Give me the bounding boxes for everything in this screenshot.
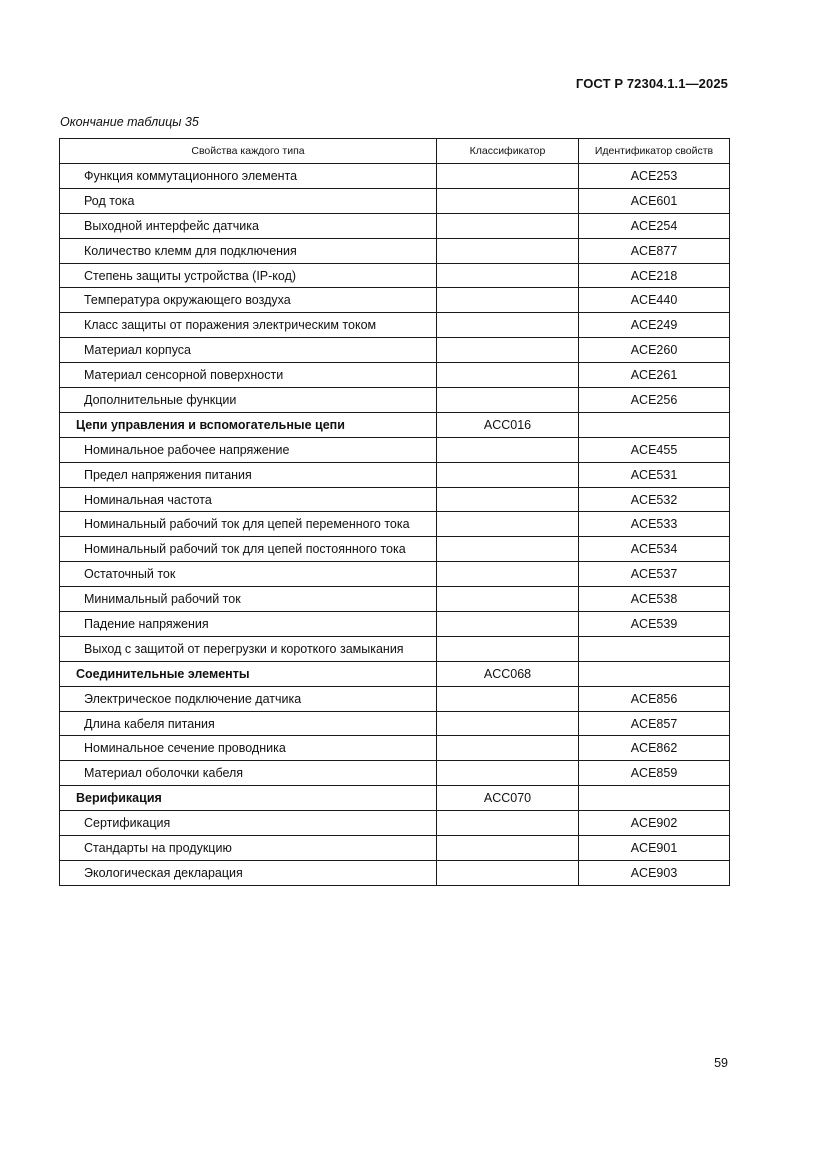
classifier-cell xyxy=(437,562,579,587)
property-name-cell: Номинальный рабочий ток для цепей переменного тока xyxy=(60,512,437,537)
classifier-cell xyxy=(437,811,579,836)
property-id-cell: ACE531 xyxy=(579,462,730,487)
property-id-cell: ACE218 xyxy=(579,263,730,288)
table-row xyxy=(60,686,730,711)
property-name-cell: Верификация xyxy=(60,786,437,811)
property-id-cell: ACE249 xyxy=(579,313,730,338)
table-row xyxy=(60,487,730,512)
classifier-cell xyxy=(437,363,579,388)
table-row xyxy=(60,263,730,288)
property-name-cell: Номинальный рабочий ток для цепей постоянного тока xyxy=(60,537,437,562)
table-row xyxy=(60,711,730,736)
table-group-row xyxy=(60,661,730,686)
property-id-cell: ACE902 xyxy=(579,811,730,836)
property-id-cell xyxy=(579,661,730,686)
properties-table xyxy=(59,138,730,886)
column-header-properties: Свойства каждого типа xyxy=(60,139,437,164)
table-row xyxy=(60,437,730,462)
property-id-cell: ACE455 xyxy=(579,437,730,462)
property-name-cell: Род тока xyxy=(60,188,437,213)
table-body xyxy=(60,164,730,886)
table-row xyxy=(60,761,730,786)
document-header: ГОСТ Р 72304.1.1—2025 xyxy=(575,76,728,91)
property-id-cell: ACE533 xyxy=(579,512,730,537)
table-caption: Окончание таблицы 35 xyxy=(60,115,199,129)
classifier-cell xyxy=(437,437,579,462)
table-group-row xyxy=(60,786,730,811)
classifier-cell xyxy=(437,686,579,711)
classifier-cell: ACC016 xyxy=(437,412,579,437)
property-name-cell: Материал оболочки кабеля xyxy=(60,761,437,786)
property-name-cell: Выход с защитой от перегрузки и короткого замыкания xyxy=(60,636,437,661)
property-id-cell: ACE254 xyxy=(579,213,730,238)
classifier-cell xyxy=(437,612,579,637)
property-name-cell: Класс защиты от поражения электрическим током xyxy=(60,313,437,338)
table-header-row xyxy=(60,139,730,164)
property-id-cell: ACE856 xyxy=(579,686,730,711)
classifier-cell xyxy=(437,537,579,562)
property-id-cell: ACE859 xyxy=(579,761,730,786)
classifier-cell xyxy=(437,836,579,861)
classifier-cell xyxy=(437,313,579,338)
property-name-cell: Минимальный рабочий ток xyxy=(60,587,437,612)
classifier-cell xyxy=(437,512,579,537)
property-name-cell: Стандарты на продукцию xyxy=(60,836,437,861)
property-id-cell: ACE537 xyxy=(579,562,730,587)
classifier-cell: ACC070 xyxy=(437,786,579,811)
property-name-cell: Соединительные элементы xyxy=(60,661,437,686)
table-row xyxy=(60,213,730,238)
classifier-cell: ACC068 xyxy=(437,661,579,686)
property-id-cell: ACE877 xyxy=(579,238,730,263)
table-row xyxy=(60,612,730,637)
property-name-cell: Количество клемм для подключения xyxy=(60,238,437,263)
property-name-cell: Сертификация xyxy=(60,811,437,836)
property-id-cell: ACE440 xyxy=(579,288,730,313)
property-name-cell: Электрическое подключение датчика xyxy=(60,686,437,711)
table-row xyxy=(60,836,730,861)
property-id-cell: ACE534 xyxy=(579,537,730,562)
classifier-cell xyxy=(437,263,579,288)
table-row xyxy=(60,462,730,487)
property-name-cell: Остаточный ток xyxy=(60,562,437,587)
classifier-cell xyxy=(437,587,579,612)
classifier-cell xyxy=(437,338,579,363)
table-group-row xyxy=(60,412,730,437)
table-row xyxy=(60,288,730,313)
property-id-cell: ACE601 xyxy=(579,188,730,213)
property-name-cell: Степень защиты устройства (IP-код) xyxy=(60,263,437,288)
table-row xyxy=(60,188,730,213)
property-name-cell: Номинальное сечение проводника xyxy=(60,736,437,761)
property-name-cell: Цепи управления и вспомогательные цепи xyxy=(60,412,437,437)
property-id-cell: ACE901 xyxy=(579,836,730,861)
property-id-cell: ACE256 xyxy=(579,388,730,413)
page-number: 59 xyxy=(714,1056,728,1070)
property-name-cell: Экологическая декларация xyxy=(60,860,437,885)
property-name-cell: Выходной интерфейс датчика xyxy=(60,213,437,238)
table-row xyxy=(60,338,730,363)
column-header-property-id: Идентификатор свойств xyxy=(579,139,730,164)
classifier-cell xyxy=(437,736,579,761)
property-id-cell xyxy=(579,786,730,811)
table-row xyxy=(60,313,730,338)
table-row xyxy=(60,238,730,263)
classifier-cell xyxy=(437,636,579,661)
property-id-cell: ACE253 xyxy=(579,164,730,189)
property-name-cell: Номинальная частота xyxy=(60,487,437,512)
table-row xyxy=(60,164,730,189)
property-id-cell: ACE539 xyxy=(579,612,730,637)
classifier-cell xyxy=(437,860,579,885)
table-row xyxy=(60,537,730,562)
property-id-cell xyxy=(579,636,730,661)
classifier-cell xyxy=(437,388,579,413)
table-row xyxy=(60,363,730,388)
table-row xyxy=(60,860,730,885)
table-row xyxy=(60,736,730,761)
property-id-cell: ACE857 xyxy=(579,711,730,736)
property-name-cell: Номинальное рабочее напряжение xyxy=(60,437,437,462)
table-row xyxy=(60,636,730,661)
column-header-classifier: Классификатор xyxy=(437,139,579,164)
property-name-cell: Температура окружающего воздуха xyxy=(60,288,437,313)
classifier-cell xyxy=(437,487,579,512)
property-id-cell: ACE260 xyxy=(579,338,730,363)
classifier-cell xyxy=(437,761,579,786)
property-id-cell: ACE862 xyxy=(579,736,730,761)
classifier-cell xyxy=(437,238,579,263)
table-row xyxy=(60,562,730,587)
property-name-cell: Функция коммутационного элемента xyxy=(60,164,437,189)
property-name-cell: Дополнительные функции xyxy=(60,388,437,413)
property-name-cell: Предел напряжения питания xyxy=(60,462,437,487)
classifier-cell xyxy=(437,288,579,313)
property-id-cell xyxy=(579,412,730,437)
property-name-cell: Падение напряжения xyxy=(60,612,437,637)
classifier-cell xyxy=(437,164,579,189)
property-name-cell: Материал корпуса xyxy=(60,338,437,363)
table-row xyxy=(60,587,730,612)
property-name-cell: Материал сенсорной поверхности xyxy=(60,363,437,388)
table-row xyxy=(60,811,730,836)
property-id-cell: ACE903 xyxy=(579,860,730,885)
classifier-cell xyxy=(437,188,579,213)
classifier-cell xyxy=(437,711,579,736)
table-row xyxy=(60,512,730,537)
property-name-cell: Длина кабеля питания xyxy=(60,711,437,736)
classifier-cell xyxy=(437,462,579,487)
property-id-cell: ACE261 xyxy=(579,363,730,388)
table-row xyxy=(60,388,730,413)
property-id-cell: ACE532 xyxy=(579,487,730,512)
classifier-cell xyxy=(437,213,579,238)
property-id-cell: ACE538 xyxy=(579,587,730,612)
